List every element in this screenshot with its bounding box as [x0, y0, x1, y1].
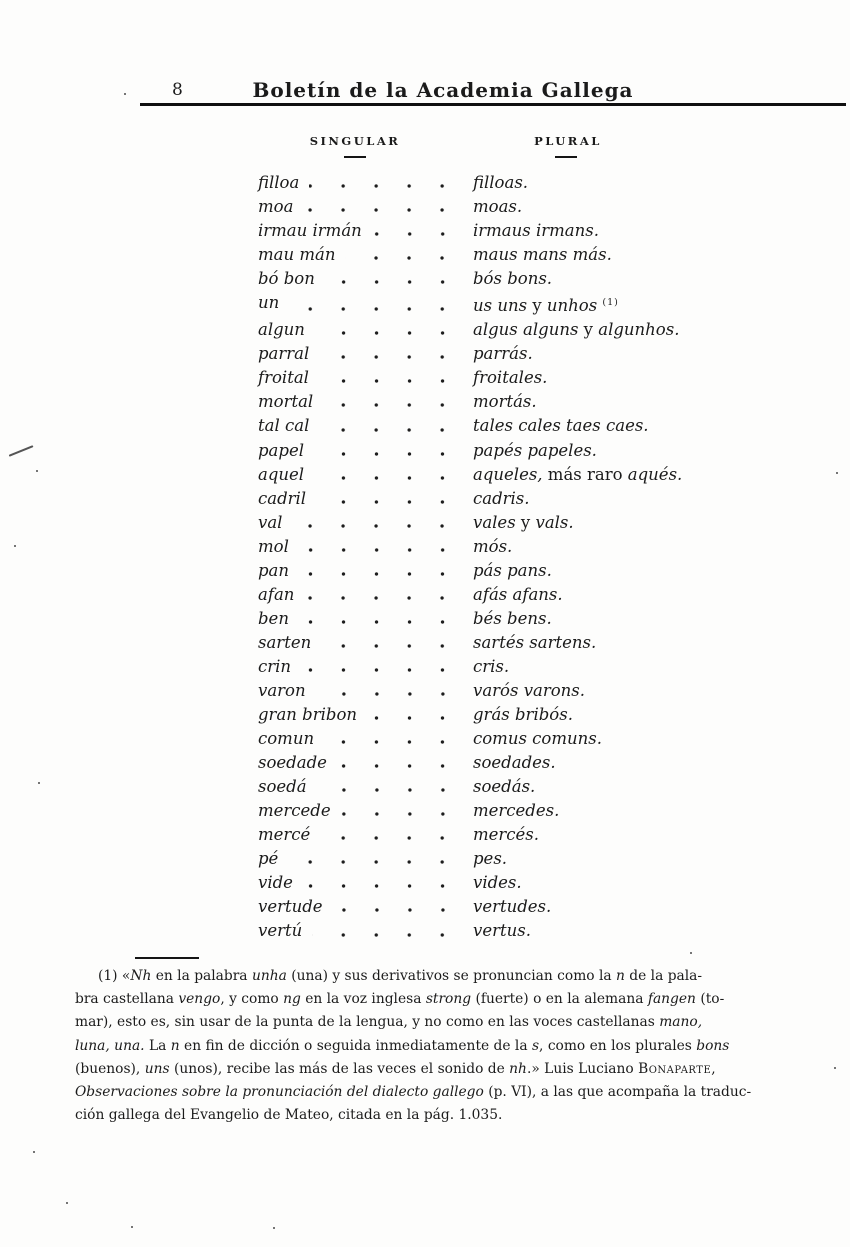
- footnote-line: [75, 1058, 805, 1081]
- singular-cell: [258, 487, 473, 511]
- text-segment: cadris.: [473, 488, 530, 508]
- table-row: [258, 366, 778, 390]
- scan-artifact: [9, 445, 34, 456]
- text-segment: afás afans.: [473, 584, 563, 604]
- text-segment: aqués.: [627, 464, 683, 484]
- footnote-line: [75, 1104, 805, 1127]
- singular-word: filloa: [258, 173, 300, 192]
- dot-leader: [323, 390, 461, 414]
- plural-cell: [473, 487, 778, 511]
- singular-word: pé: [258, 849, 279, 869]
- footnote-line: [75, 1035, 805, 1058]
- text-segment: moas.: [473, 197, 523, 217]
- plural-cell: [473, 414, 778, 438]
- text-segment: Observaciones sobre la pronunciación del dialecto gallego: [75, 1084, 484, 1101]
- singular-word: soedade: [258, 753, 327, 773]
- singular-cell: [258, 559, 473, 583]
- scan-artifact: [36, 470, 38, 472]
- singular-word: pan: [258, 560, 290, 580]
- table-row: [258, 847, 778, 871]
- dot-leader: [319, 414, 461, 438]
- scan-artifact: [273, 1227, 275, 1229]
- text-segment: (una) y sus derivativos se pronuncian como la: [286, 968, 617, 984]
- plural-cell: [473, 243, 778, 267]
- singular-cell: [258, 414, 473, 438]
- text-segment: ,: [711, 1060, 716, 1077]
- footnote-line: [75, 1081, 805, 1104]
- table-row: [258, 919, 778, 943]
- singular-cell: [258, 291, 473, 318]
- singular-cell: [258, 171, 473, 195]
- table-row: [258, 559, 778, 583]
- text-segment: vales: [473, 512, 521, 532]
- text-segment: La: [144, 1037, 171, 1054]
- text-segment: filloas.: [473, 173, 529, 192]
- singular-cell: [258, 342, 473, 366]
- singular-word: aquel: [258, 464, 305, 484]
- singular-word: cadril: [258, 488, 307, 508]
- singular-cell: [258, 895, 473, 919]
- text-segment: cris.: [473, 656, 510, 676]
- text-segment: (p. VI), a las que acompaña la traduc-: [483, 1084, 752, 1101]
- scan-artifact: [14, 545, 16, 547]
- singular-cell: [258, 535, 473, 559]
- text-segment: soedás.: [473, 777, 536, 797]
- table-row: [258, 318, 778, 342]
- dot-leader: [372, 219, 461, 243]
- singular-word: parral: [258, 344, 310, 364]
- plural-cell: [473, 291, 778, 318]
- text-segment: (unos), recibe las más de las veces el sonido de: [169, 1060, 510, 1077]
- text-segment: luna, una.: [75, 1037, 145, 1054]
- dot-leader: [303, 195, 461, 219]
- table-row: [258, 703, 778, 727]
- singular-word: sarten: [258, 632, 312, 652]
- text-segment: soedades.: [473, 753, 556, 773]
- text-segment: en la palabra: [151, 968, 252, 984]
- plural-cell: [473, 342, 778, 366]
- footnote-line: [75, 965, 805, 988]
- singular-word: algun: [258, 320, 305, 340]
- singular-cell: [258, 219, 473, 243]
- table-row: [258, 583, 778, 607]
- text-segment: uns: [144, 1060, 170, 1077]
- table-row: [258, 463, 778, 487]
- table-row: [258, 631, 778, 655]
- plural-cell: [473, 799, 778, 823]
- text-segment: más raro: [542, 464, 628, 484]
- dot-leader: [292, 511, 461, 535]
- dot-leader: [316, 679, 461, 703]
- table-row: [258, 535, 778, 559]
- singular-cell: [258, 366, 473, 390]
- plural-cell: [473, 871, 778, 895]
- table-row: [258, 487, 778, 511]
- plural-cell: [473, 775, 778, 799]
- plural-cell: [473, 655, 778, 679]
- singular-word: mercé: [258, 825, 311, 845]
- dot-leader: [333, 895, 461, 919]
- text-segment: unhos: [546, 296, 603, 316]
- singular-cell: [258, 463, 473, 487]
- text-segment: grás bribós.: [473, 705, 573, 725]
- plural-cell: [473, 919, 778, 943]
- singular-word: ben: [258, 608, 289, 628]
- text-segment: tales cales taes caes.: [473, 416, 649, 436]
- text-segment: n: [616, 968, 625, 984]
- column-header-plural-dash: [555, 156, 577, 158]
- singular-cell: [258, 703, 473, 727]
- text-segment: Nh: [130, 968, 152, 984]
- table-row: [258, 219, 778, 243]
- plural-cell: [473, 463, 778, 487]
- text-segment: (fuerte) o en la alemana: [471, 991, 648, 1008]
- dot-leader: [337, 751, 461, 775]
- text-segment: unha: [251, 968, 287, 984]
- plural-cell: [473, 823, 778, 847]
- text-segment: varós varons.: [473, 680, 586, 700]
- singular-word: gran bribon: [258, 705, 358, 725]
- singular-word: un: [258, 293, 280, 313]
- plural-cell: [473, 390, 778, 414]
- singular-word: afan: [258, 584, 295, 604]
- plural-cell: [473, 366, 778, 390]
- text-segment: mercedes.: [473, 801, 560, 821]
- text-segment: bons: [696, 1037, 730, 1054]
- text-segment: maus mans más.: [473, 245, 612, 265]
- page-title: Boletín de la Academia Gallega: [252, 78, 634, 102]
- singular-cell: [258, 775, 473, 799]
- singular-cell: [258, 679, 473, 703]
- singular-word: mau mán: [258, 245, 336, 265]
- dot-leader: [289, 291, 461, 318]
- plural-cell: [473, 439, 778, 463]
- plural-cell: [473, 219, 778, 243]
- text-segment: ción gallega del Evangelio de Mateo, citada en la pág. 1.035.: [75, 1107, 503, 1124]
- text-segment: us uns: [473, 296, 533, 316]
- table-row: [258, 511, 778, 535]
- table-row: [258, 823, 778, 847]
- plural-cell: [473, 559, 778, 583]
- text-segment: n: [170, 1037, 180, 1054]
- scan-artifact: [834, 1067, 836, 1069]
- singular-word: vide: [258, 873, 293, 893]
- dot-leader: [317, 775, 461, 799]
- table-row: [258, 727, 778, 751]
- scan-artifact: [131, 1226, 133, 1228]
- table-row: [258, 655, 778, 679]
- text-segment: fangen: [647, 991, 696, 1008]
- text-segment: strong: [425, 991, 472, 1008]
- singular-word: vertude: [258, 897, 323, 917]
- dot-leader: [341, 799, 461, 823]
- singular-cell: [258, 631, 473, 655]
- text-segment: s: [531, 1037, 540, 1054]
- singular-word: vertú: [258, 921, 303, 941]
- text-segment: irmaus irmans.: [473, 221, 599, 241]
- table-row: [258, 895, 778, 919]
- singular-cell: [258, 751, 473, 775]
- text-segment: .» Luis Luciano: [526, 1060, 639, 1077]
- text-segment: mar), esto es, sin usar de la punta de la lengua, y no como en las voces castellanas: [75, 1014, 660, 1031]
- dot-leader: [309, 171, 461, 195]
- text-segment: y: [520, 512, 536, 532]
- singular-word: tal cal: [258, 416, 310, 436]
- text-segment: vertus.: [473, 921, 531, 941]
- text-segment: ng: [283, 991, 301, 1008]
- table-row: [258, 775, 778, 799]
- text-segment: bra castellana: [75, 991, 179, 1008]
- text-segment: , y como: [220, 991, 284, 1008]
- footnote-rule: [135, 957, 199, 959]
- page-number: 8: [172, 80, 183, 100]
- text-segment: pás pans.: [473, 560, 552, 580]
- footnote: [75, 965, 805, 1127]
- text-segment: comus comuns.: [473, 729, 602, 749]
- table-row: [258, 342, 778, 366]
- text-segment: de la pala-: [624, 968, 703, 984]
- singular-cell: [258, 607, 473, 631]
- singular-cell: [258, 871, 473, 895]
- table-row: [258, 751, 778, 775]
- plural-cell: [473, 535, 778, 559]
- text-segment: (buenos),: [75, 1060, 145, 1077]
- dot-leader: [320, 823, 461, 847]
- plural-cell: [473, 583, 778, 607]
- dot-leader: [299, 535, 461, 559]
- text-segment: y: [583, 320, 599, 340]
- column-header-singular-dash: [344, 156, 366, 158]
- singular-cell: [258, 390, 473, 414]
- dot-leader: [301, 655, 461, 679]
- singular-cell: [258, 655, 473, 679]
- table-row: [258, 679, 778, 703]
- scan-artifact: [38, 782, 40, 784]
- text-segment: papés papeles.: [473, 440, 597, 460]
- text-segment: parrás.: [473, 344, 533, 364]
- table-row: [258, 607, 778, 631]
- dot-leader: [299, 607, 461, 631]
- text-segment: mercés.: [473, 825, 540, 845]
- scan-artifact: [66, 1202, 68, 1204]
- text-segment: (1): [602, 297, 619, 309]
- table-row: [258, 439, 778, 463]
- text-segment: (1) «: [98, 968, 131, 984]
- table-row: [258, 267, 778, 291]
- singular-cell: [258, 727, 473, 751]
- text-segment: mós.: [473, 536, 513, 556]
- dot-leader: [304, 583, 461, 607]
- text-segment: en la voz inglesa: [300, 991, 426, 1008]
- text-segment: vertudes.: [473, 897, 552, 917]
- table-row: [258, 799, 778, 823]
- header-rule: [140, 103, 846, 106]
- plural-cell: [473, 703, 778, 727]
- plural-cell: [473, 847, 778, 871]
- text-segment: vals.: [535, 512, 574, 532]
- dot-leader: [319, 342, 461, 366]
- scan-artifact: [836, 472, 838, 474]
- text-segment: pes.: [473, 849, 508, 869]
- text-segment: (to-: [695, 991, 725, 1008]
- singular-cell: [258, 823, 473, 847]
- plural-cell: [473, 171, 778, 195]
- dot-leader: [314, 439, 461, 463]
- singular-word: varon: [258, 680, 306, 700]
- singular-word: irmau irmán: [258, 221, 362, 241]
- table-row: [258, 171, 778, 195]
- table-row: [258, 291, 778, 318]
- singular-cell: [258, 511, 473, 535]
- singular-cell: [258, 267, 473, 291]
- scan-artifact: [124, 93, 126, 95]
- dot-leader: [345, 243, 461, 267]
- dot-leader: [299, 559, 461, 583]
- singular-word: moa: [258, 197, 294, 217]
- singular-word: comun: [258, 729, 315, 749]
- footnote-line: [75, 1011, 805, 1034]
- table-row: [258, 243, 778, 267]
- text-segment: bés bens.: [473, 608, 552, 628]
- plural-cell: [473, 895, 778, 919]
- word-list: [258, 171, 778, 944]
- dot-leader: [288, 847, 461, 871]
- plural-cell: [473, 318, 778, 342]
- table-row: [258, 390, 778, 414]
- singular-word: crin: [258, 656, 292, 676]
- singular-word: mercede: [258, 801, 331, 821]
- table-row: [258, 871, 778, 895]
- scan-artifact: [33, 1151, 35, 1153]
- dot-leader: [324, 727, 461, 751]
- singular-cell: [258, 847, 473, 871]
- singular-cell: [258, 439, 473, 463]
- text-segment: aqueles,: [473, 464, 543, 484]
- text-segment: sartés sartens.: [473, 632, 597, 652]
- dot-leader: [321, 631, 461, 655]
- singular-cell: [258, 799, 473, 823]
- text-segment: en fin de dicción o seguida inmediatamente de la: [179, 1037, 532, 1054]
- table-row: [258, 414, 778, 438]
- column-header-plural: PLURAL: [534, 134, 602, 148]
- text-segment: froitales.: [473, 368, 548, 388]
- singular-cell: [258, 583, 473, 607]
- text-segment: vengo: [178, 991, 221, 1008]
- plural-cell: [473, 679, 778, 703]
- dot-leader: [312, 919, 461, 943]
- singular-word: mol: [258, 536, 289, 556]
- plural-cell: [473, 727, 778, 751]
- text-segment: , como en los plurales: [539, 1037, 697, 1054]
- plural-cell: [473, 195, 778, 219]
- plural-cell: [473, 751, 778, 775]
- singular-cell: [258, 919, 473, 943]
- dot-leader: [367, 703, 461, 727]
- text-segment: algunhos.: [598, 320, 680, 340]
- column-header-singular: SINGULAR: [309, 134, 401, 148]
- singular-word: val: [258, 512, 283, 532]
- dot-leader: [325, 267, 461, 291]
- singular-cell: [258, 195, 473, 219]
- plural-cell: [473, 267, 778, 291]
- table-row: [258, 195, 778, 219]
- text-segment: Bonaparte: [638, 1060, 712, 1077]
- text-segment: algus alguns: [473, 320, 584, 340]
- text-segment: y: [532, 296, 547, 316]
- text-segment: nh: [509, 1060, 527, 1077]
- singular-cell: [258, 243, 473, 267]
- singular-word: soedá: [258, 777, 307, 797]
- dot-leader: [319, 366, 461, 390]
- plural-cell: [473, 607, 778, 631]
- text-segment: vides.: [473, 873, 522, 893]
- dot-leader: [314, 463, 461, 487]
- text-segment: mortás.: [473, 392, 537, 412]
- singular-cell: [258, 318, 473, 342]
- dot-leader: [315, 318, 461, 342]
- plural-cell: [473, 631, 778, 655]
- text-segment: mano,: [659, 1014, 703, 1031]
- dot-leader: [303, 871, 461, 895]
- singular-word: froital: [258, 368, 309, 388]
- singular-word: bó bon: [258, 269, 315, 289]
- singular-word: papel: [258, 440, 305, 460]
- scan-artifact: [690, 952, 692, 954]
- plural-cell: [473, 511, 778, 535]
- text-segment: bós bons.: [473, 269, 553, 289]
- footnote-line: [75, 988, 805, 1011]
- dot-leader: [316, 487, 461, 511]
- singular-word: mortal: [258, 392, 314, 412]
